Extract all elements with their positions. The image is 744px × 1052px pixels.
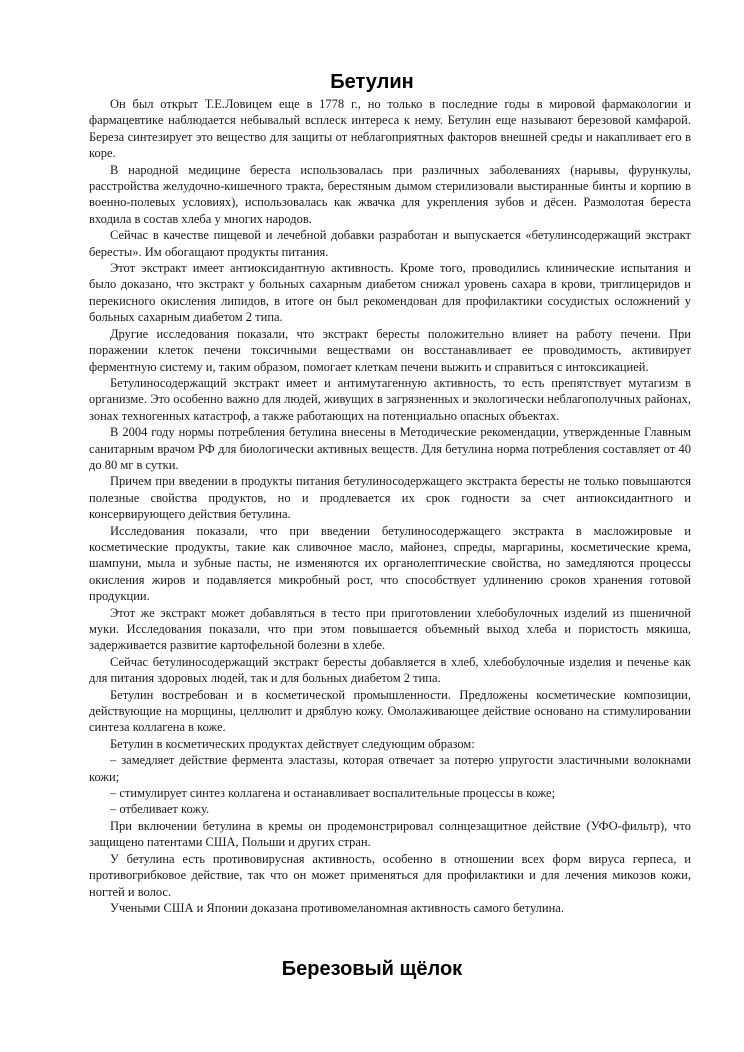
- paragraph: При включении бетулина в кремы он продемонстрировал солнцезащитное действие (УФО-фильтр), что защищено патентами США, Польши и других стран.: [89, 818, 691, 850]
- paragraph: Бетулиносодержащий экстракт имеет и антимутагенную активность, то есть препятствует мутагизм в организме. Это особенно важно для людей, живущих в загрязненных и экологически неблагополучных районах, зонах техногенных катастроф, а также работающих на потенциально опасных объектах.: [89, 375, 691, 423]
- paragraph: У бетулина есть противовирусная активность, особенно в отношении всех форм вируса герпеса, и противогрибковое действие, так что он может применяться для профилактики и для лечения микозов кожи, ногтей и волос.: [89, 851, 691, 899]
- paragraph: Он был открыт Т.Е.Ловицем еще в 1778 г., но только в последние годы в мировой фармакологии и фармацевтике наблюдается небывалый всплеск интереса к нему. Бетулин еще называют березовой камфарой. Береза синтезирует это вещество для защиты от неблагоприятных факторов внешней среды и накапливает его в коре.: [89, 97, 691, 161]
- paragraph: В 2004 году нормы потребления бетулина внесены в Методические рекомендации, утвержденные Главным санитарным врачом РФ для биологически активных веществ. Для бетулина норма потребления составляет от 40 до 80 мг в сутки.: [89, 425, 691, 472]
- list-item: – стимулирует синтез коллагена и останавливает воспалительные процессы в коже;: [110, 786, 556, 801]
- paragraph: Учеными США и Японии доказана противомеланомная активность самого бетулина.: [110, 900, 564, 915]
- section-title: Березовый щёлок: [281, 958, 463, 980]
- paragraph: Сейчас бетулиносодержащий экстракт бересты добавляется в хлеб, хлебобулочные изделия и печенье как для питания здоровых людей, так и для больных диабетом 2 типа.: [89, 654, 691, 686]
- paragraph: Этот экстракт имеет антиоксидантную активность. Кроме того, проводились клинические испытания и было доказано, что экстракт у больных сахарным диабетом снижал уровень сахара в крови, триглицеридов и перекисного окисления липидов, в итоге он был рекомендован для профилактики сосудистых осложнений у больных сахарным диабетом 2 типа.: [89, 261, 691, 325]
- paragraph: Бетулин востребован и в косметической промышленности. Предложены косметические композиции, действующие на морщины, целлюлит и дряблую кожу. Омолаживающее действие основано на стимулировании синтеза коллагена в коже.: [89, 687, 691, 735]
- list-item: – замедляет действие фермента эластазы, которая отвечает за потерю упругости эластичными волокнами кожи;: [89, 753, 691, 784]
- paragraph: Исследования показали, что при введении бетулиносодержащего экстракта в масложировые и косметические продукты, такие как сливочное масло, майонез, спреды, маргарины, косметические крема, шампуни, мыла и зубные пасты, не изменяются их органолептические свойства, но замедляются процессы окисления жиров и подавляется микробный рост, что способствует удлинению сроков хранения готовой продукции.: [89, 523, 691, 604]
- paragraph: Сейчас в качестве пищевой и лечебной добавки разработан и выпускается «бетулинсодержащий экстракт бересты». Им обогащают продукты питания.: [89, 228, 691, 259]
- list-item: – отбеливает кожу.: [110, 802, 210, 817]
- document-body: [89, 96, 691, 916]
- paragraph: Бетулин в косметических продуктах действует следующим образом:: [110, 736, 475, 751]
- paragraph: Этот же экстракт может добавляться в тесто при приготовлении хлебобулочных изделий из пшеничной муки. Исследования показали, что при этом повышается объемный выход хлеба и пористость мякиша, задерживается развитие картофельной болезни в хлебе.: [89, 605, 691, 653]
- document-title: Бетулин: [330, 71, 414, 93]
- paragraph: В народной медицине береста использовалась при различных заболеваниях (нарывы, фурункулы, расстройства желудочно-кишечного тракта, берестяным дымом стерилизовали выстиранные бинты и корпию в военно-полевых условиях), использовалась как жвачка для укрепления зубов и дёсен. Размолотая береста входила в состав хлеба у многих народов.: [89, 162, 691, 226]
- paragraph: Причем при введении в продукты питания бетулиносодержащего экстракта бересты не только повышаются полезные свойства продуктов, но и продлевается их срок годности за счет антиоксидантного и консервирующего действия бетулина.: [89, 474, 691, 522]
- paragraph: Другие исследования показали, что экстракт бересты положительно влияет на работу печени. При поражении клеток печени токсичными веществами он восстанавливает ее проводимость, активирует ферментную систему и, таким образом, помогает клеткам печени выжить и справиться с интоксикацией.: [89, 326, 691, 374]
